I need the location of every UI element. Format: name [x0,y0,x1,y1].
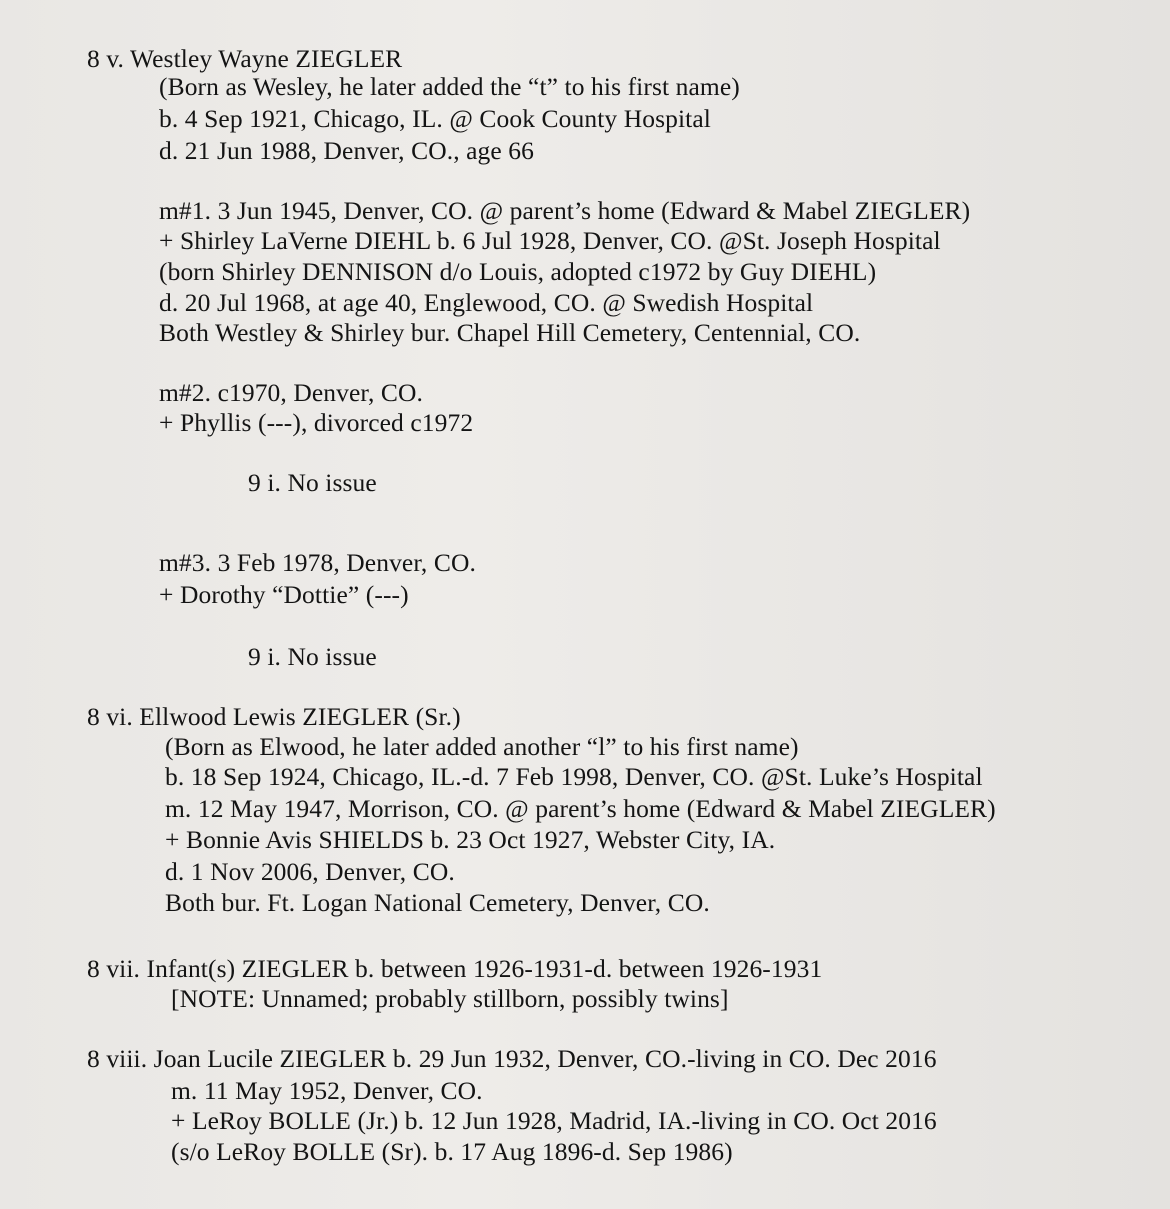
entry-joan-spouse-parent: (s/o LeRoy BOLLE (Sr). b. 17 Aug 1896-d. Sep 1986) [171,1137,733,1166]
entry-westley-birth: b. 4 Sep 1921, Chicago, IL. @ Cook County Hospital [159,104,711,133]
entry-westley-marriage2: m#2. c1970, Denver, CO. [159,378,424,407]
entry-joan-marriage: m. 11 May 1952, Denver, CO. [171,1076,483,1105]
entry-westley-spouse3: + Dorothy “Dottie” (---) [159,580,409,609]
entry-ellwood-spouse: + Bonnie Avis SHIELDS b. 23 Oct 1927, Webster City, IA. [165,825,776,854]
entry-westley-marriage1: m#1. 3 Jun 1945, Denver, CO. @ parent’s home (Edward & Mabel ZIEGLER) [159,196,971,225]
entry-ellwood-birth-death: b. 18 Sep 1924, Chicago, IL.-d. 7 Feb 1998, Denver, CO. @St. Luke’s Hospital [165,762,983,791]
entry-westley-spouse1-note: (born Shirley DENNISON d/o Louis, adopted c1972 by Guy DIEHL) [159,257,877,286]
entry-westley-issue3: 9 i. No issue [248,642,377,671]
entry-ellwood-born-note: (Born as Elwood, he later added another “l” to his first name) [165,732,799,761]
entry-joan-spouse: + LeRoy BOLLE (Jr.) b. 12 Jun 1928, Madrid, IA.-living in CO. Oct 2016 [171,1106,937,1135]
entry-westley-spouse2: + Phyllis (---), divorced c1972 [159,408,474,437]
entry-infants-header: 8 vii. Infant(s) ZIEGLER b. between 1926-1931-d. between 1926-1931 [87,954,823,983]
entry-westley-born-note: (Born as Wesley, he later added the “t” to his first name) [159,72,740,101]
entry-westley-death: d. 21 Jun 1988, Denver, CO., age 66 [159,136,535,165]
entry-ellwood-burial: Both bur. Ft. Logan National Cemetery, Denver, CO. [165,888,710,917]
entry-westley-spouse1-death: d. 20 Jul 1968, at age 40, Englewood, CO. @ Swedish Hospital [159,288,814,317]
bleed-through-block [560,40,566,66]
entry-ellwood-marriage: m. 12 May 1947, Morrison, CO. @ parent’s home (Edward & Mabel ZIEGLER) [165,794,996,823]
entry-ellwood-spouse-death: d. 1 Nov 2006, Denver, CO. [165,857,455,886]
entry-ellwood-header: 8 vi. Ellwood Lewis ZIEGLER (Sr.) [87,702,461,731]
entry-joan-header: 8 viii. Joan Lucile ZIEGLER b. 29 Jun 1932, Denver, CO.-living in CO. Dec 2016 [87,1044,937,1073]
entry-westley-marriage3: m#3. 3 Feb 1978, Denver, CO. [159,548,476,577]
entry-westley-issue2: 9 i. No issue [248,468,377,497]
entry-infants-note: [NOTE: Unnamed; probably stillborn, possibly twins] [171,984,729,1013]
entry-westley-burial: Both Westley & Shirley bur. Chapel Hill Cemetery, Centennial, CO. [159,318,861,347]
entry-westley-spouse1: + Shirley LaVerne DIEHL b. 6 Jul 1928, Denver, CO. @St. Joseph Hospital [159,226,941,255]
entry-westley-header: 8 v. Westley Wayne ZIEGLER [87,44,403,73]
